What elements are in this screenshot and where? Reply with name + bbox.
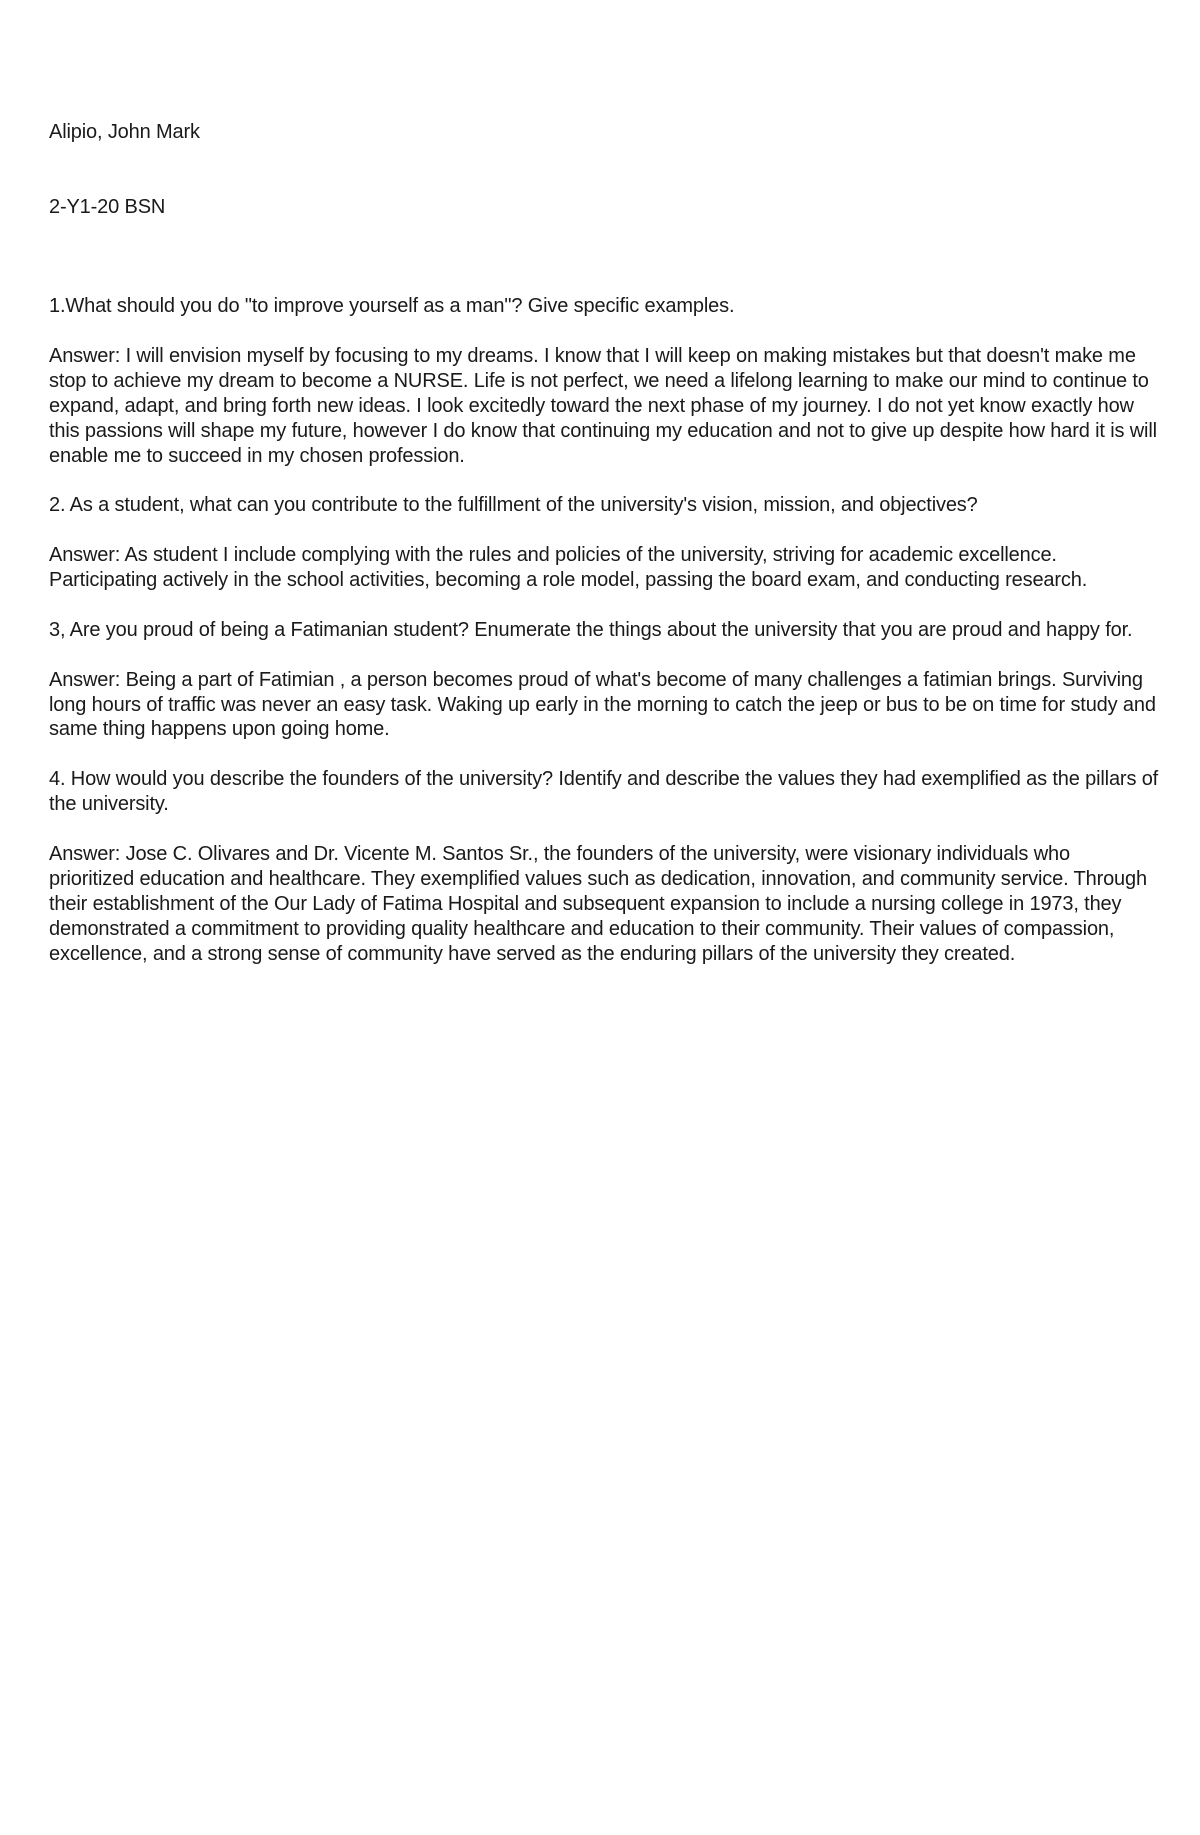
document-page	[49, 70, 1164, 991]
question-3: 3, Are you proud of being a Fatimanian student? Enumerate the things about the university that you are proud and happy for.	[49, 618, 1133, 641]
answer-4: Answer: Jose C. Olivares and Dr. Vicente M. Santos Sr., the founders of the university, were visionary individuals who prioritized education and healthcare. They exemplified values such as dedication, innovation, and community service. Through their establishment of the Our Lady of Fatima Hospital and subsequent expansion to include a nursing college in 1973, they demonstrated a commitment to providing quality healthcare and education to their community. Their values of compassion, excellence, and a strong sense of community have served as the enduring pillars of the university they created.	[49, 842, 1153, 965]
document-header	[49, 70, 1159, 269]
question-2: 2. As a student, what can you contribute to the fulfillment of the university's vision, mission, and objectives?	[49, 494, 978, 517]
answer-1: Answer: I will envision myself by focusing to my dreams. I know that I will keep on making mistakes but that doesn't make me stop to achieve my dream to become a NURSE. Life is not perfect, we need a lifelong learning to make our mind to continue to expand, adapt, and bring forth new ideas. I look excitedly toward the next phase of my journey. I do not yet know exactly how this passions will shape my future, however I do know that continuing my education and not to give up despite how hard it is will enable me to succeed in my chosen profession.	[49, 344, 1163, 467]
student-section: 2-Y1-20 BSN	[49, 195, 166, 218]
question-4: 4. How would you describe the founders of the university? Identify and describe the values they had exemplified as the pillars of the university.	[49, 768, 1164, 816]
answer-3: Answer: Being a part of Fatimian , a person becomes proud of what's become of many challenges a fatimian brings. Surviving long hours of traffic was never an easy task. Waking up early in the morning to catch the jeep or bus to be on time for study and same thing happens upon going home.	[49, 668, 1162, 741]
student-name: Alipio, John Mark	[49, 120, 200, 143]
answer-2: Answer: As student I include complying with the rules and policies of the university, striving for academic excellence. Participating actively in the school activities, becoming a role model, passing the board exam, and conducting research.	[49, 544, 1088, 592]
question-1: 1.What should you do "to improve yourself as a man"? Give specific examples.	[49, 295, 735, 318]
